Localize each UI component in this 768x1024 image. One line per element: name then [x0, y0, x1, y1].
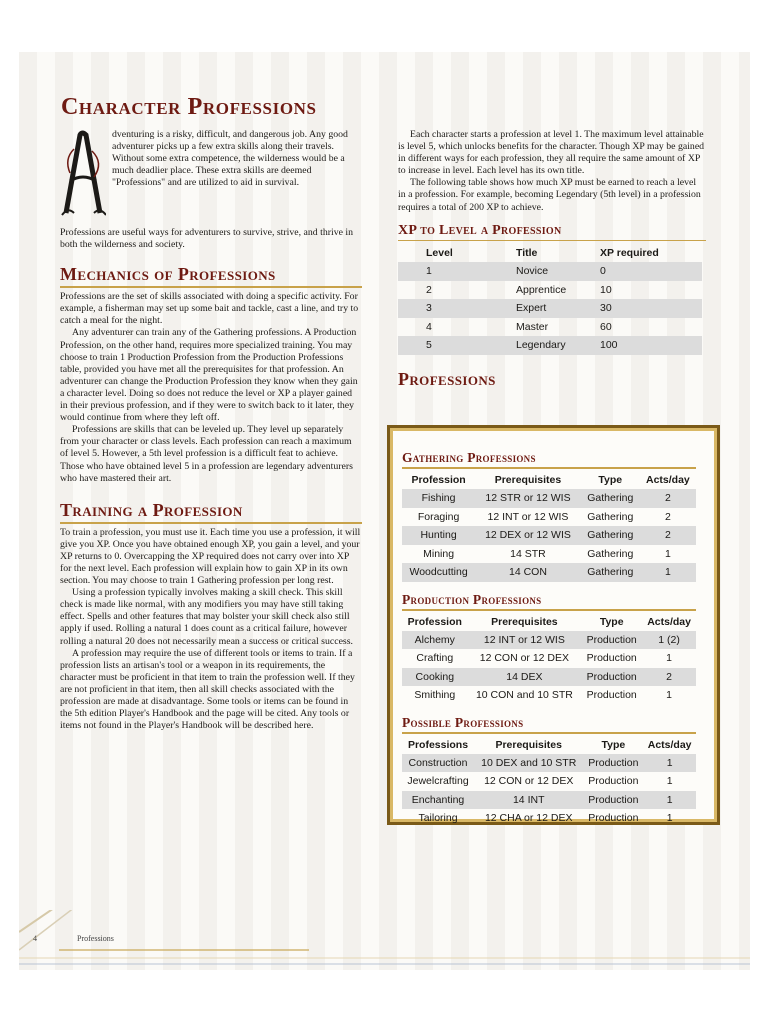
profession-name: Woodcutting [402, 563, 475, 582]
possible-table [402, 736, 696, 828]
profession-type: Production [586, 689, 637, 702]
professions-heading: Professions [398, 368, 496, 389]
table-row [402, 791, 696, 810]
table-row [402, 526, 696, 545]
acts-per-day: 1 [666, 652, 673, 665]
page-title: Character Professions [61, 94, 317, 120]
table-row [398, 281, 702, 300]
xp-header-level: Level [426, 247, 453, 260]
table-row [398, 262, 702, 281]
xp-header-xp: XP required [600, 247, 659, 260]
profession-name: Construction [402, 754, 474, 773]
training-heading: Training a Profession [60, 499, 243, 520]
profession-type: Production [581, 631, 642, 650]
document-page [19, 52, 750, 970]
prerequisites: 12 INT or 12 WIS [468, 631, 582, 650]
xp-table [398, 244, 702, 355]
profession-name: Cooking [402, 668, 468, 687]
production-header-type: Type [599, 615, 624, 628]
profession-type: Production [588, 812, 639, 825]
production-header-prerequisites: Prerequisites [491, 615, 558, 628]
xp-title: Apprentice [516, 283, 567, 296]
acts-per-day: 1 [664, 547, 671, 560]
prerequisites: 12 STR or 12 WIS [475, 489, 581, 508]
gathering-header-profession: Profession [411, 474, 466, 486]
profession-type: Production [583, 754, 643, 773]
acts-per-day: 1 [640, 563, 696, 582]
table-row [402, 508, 696, 527]
table-row [402, 631, 696, 650]
acts-per-day: 2 [640, 526, 696, 545]
gathering-heading-rule [402, 467, 696, 469]
mechanics-paragraph-3: Professions are skills that can be leveled up. They level up separately from your character or class levels. Each profession can reach a maximum of level 5. However, a 5th level profession is a difficult feat to achieve. Those who have obtained level 5 in a profession are legendary adventurers who have mastered their art. [60, 424, 353, 484]
possible-header-acts: Acts/day [647, 738, 692, 751]
right-intro-paragraph-2: The following table shows how much XP must be earned to reach a level in a profession. For example, becoming Legendary (5th level) in a profession requires a total of 200 XP to achieve. [398, 177, 701, 213]
training-paragraph-1: To train a profession, you must use it. Each time you use a profession, it will give you XP. Once you have obtained enough XP, you gain a level, and your XP returns to 0. Overcapping the XP required does not carry over into XP for the next level. Each profession will explain how to gain XP in its own section. You may choose to train 1 Gathering profession per long rest. [60, 526, 361, 587]
profession-name: Foraging [417, 510, 460, 523]
profession-name: Enchanting [402, 791, 474, 810]
acts-per-day: 2 [664, 510, 671, 523]
profession-name: Alchemy [402, 631, 468, 650]
table-row [398, 318, 702, 337]
training-section [60, 499, 362, 733]
gathering-heading: Gathering Professions [402, 450, 536, 465]
profession-type: Production [586, 652, 637, 665]
xp-level: 2 [426, 283, 432, 296]
right-column [398, 129, 706, 390]
table-row [402, 649, 696, 668]
profession-type: Gathering [587, 547, 634, 560]
professions-frame [387, 425, 720, 825]
gathering-header-acts: Acts/day [645, 474, 690, 486]
footer-section-label: Professions [77, 934, 114, 943]
mechanics-paragraph-1: Professions are the set of skills associated with doing a specific activity. For example, a fisherman may set up some bait and tackle, cast a line, and try to catch a meal for the night. [60, 291, 359, 327]
xp-title: Novice [498, 262, 598, 281]
gathering-table [402, 471, 696, 582]
table-row [402, 772, 696, 791]
acts-per-day: 1 [643, 791, 696, 810]
acts-per-day: 1 [643, 754, 696, 773]
table-row [402, 809, 696, 828]
xp-header-title: Title [516, 247, 538, 260]
xp-title: Expert [498, 299, 598, 318]
dropcap-letter [60, 129, 106, 217]
xp-table-heading-rule [398, 240, 706, 242]
possible-header-prerequisites: Prerequisites [495, 738, 562, 751]
xp-required: 0 [598, 262, 702, 281]
training-paragraph-2: Using a profession typically involves making a skill check. This skill check is made like normal, with any modifiers you may have still taking effect. Spells and other features that may bolster your skill check also still apply if used. Rolling a natural 1 does count as a critical failure, however rolling a natural 20 does not necessarily mean a success or critical success. [60, 587, 353, 647]
prerequisites: 14 DEX [468, 668, 582, 687]
prerequisites: 12 CON or 12 DEX [484, 775, 574, 788]
acts-per-day: 1 [666, 775, 673, 788]
gathering-header-prerequisites: Prerequisites [494, 474, 562, 486]
prerequisites: 12 CHA or 12 DEX [484, 812, 573, 825]
left-column [60, 129, 362, 732]
table-row [398, 336, 702, 355]
possible-header-type: Type [601, 738, 626, 751]
acts-per-day: 2 [640, 489, 696, 508]
profession-name: Tailoring [418, 812, 458, 825]
profession-type: Production [583, 791, 643, 810]
profession-name: Mining [423, 547, 455, 560]
profession-name: Hunting [402, 526, 475, 545]
intro-paragraph-1: dventuring is a risky, difficult, and dangerous job. Any good adventurer picks up a few extra skills along their travels. Without some extra competence, the wilderness would be a much deadlier place. These extra skills are deemed "Professions" and are utilized to aid in survival. [112, 129, 348, 189]
prerequisites: 14 STR [510, 547, 546, 560]
xp-required: 10 [600, 283, 612, 296]
right-intro-paragraph-1: Each character starts a profession at level 1. The maximum level attainable is level 5, which unlocks benefits for the character. Though XP may be gained in different ways for each profession, they all require the same amount of XP to increase in level. Each level has its own title. [398, 129, 705, 177]
xp-title: Master [516, 320, 549, 333]
table-row [402, 563, 696, 582]
production-header-profession: Profession [407, 615, 462, 628]
page-number: 4 [33, 934, 37, 943]
profession-type: Gathering [581, 563, 640, 582]
profession-name: Smithing [414, 689, 456, 702]
table-row [402, 545, 696, 564]
xp-level: 3 [398, 299, 498, 318]
table-row [402, 754, 696, 773]
xp-required: 100 [598, 336, 702, 355]
corner-ornament [19, 910, 750, 970]
intro-paragraph-2: Professions are useful ways for adventurers to survive, strive, and thrive in both the wilderness and society. [60, 227, 354, 251]
prerequisites: 10 CON and 10 STR [475, 689, 573, 702]
table-row [402, 668, 696, 687]
production-header-acts: Acts/day [647, 615, 691, 628]
acts-per-day: 1 (2) [642, 631, 696, 650]
acts-per-day: 2 [642, 668, 696, 687]
possible-heading: Possible Professions [402, 714, 524, 730]
profession-type: Production [588, 775, 639, 788]
xp-required: 30 [598, 299, 702, 318]
profession-name: Fishing [402, 489, 475, 508]
gathering-header-type: Type [598, 474, 623, 486]
page-footer [33, 934, 114, 943]
xp-level: 5 [398, 336, 498, 355]
professions-frame-content [390, 428, 717, 828]
profession-name: Crafting [416, 652, 454, 665]
xp-table-section [398, 223, 706, 355]
xp-required: 60 [600, 320, 612, 333]
mechanics-section [60, 263, 362, 485]
prerequisites: 12 INT or 12 WIS [487, 510, 569, 523]
acts-per-day: 1 [666, 689, 673, 702]
table-row [402, 686, 696, 705]
profession-type: Gathering [581, 526, 640, 545]
xp-level: 4 [426, 320, 432, 333]
table-row [398, 299, 702, 318]
mechanics-heading-rule [60, 286, 362, 288]
table-row [402, 489, 696, 508]
training-heading-rule [60, 522, 362, 524]
xp-table-heading: XP to Level a Profession [398, 222, 562, 238]
prerequisites: 10 DEX and 10 STR [474, 754, 583, 773]
production-table [402, 613, 696, 705]
possible-header-profession: Professions [407, 738, 469, 751]
profession-type: Gathering [587, 510, 634, 523]
profession-type: Gathering [581, 489, 640, 508]
prerequisites: 14 INT [474, 791, 583, 810]
xp-level: 1 [398, 262, 498, 281]
possible-heading-rule [402, 732, 696, 734]
profession-name: Jewelcrafting [407, 775, 469, 788]
acts-per-day: 1 [666, 812, 673, 825]
production-heading: Production Professions [402, 591, 542, 607]
mechanics-heading: Mechanics of Professions [60, 264, 276, 285]
prerequisites: 14 CON [475, 563, 581, 582]
mechanics-paragraph-2: Any adventurer can train any of the Gathering professions. A Production Profession, on the other hand, requires more specialized training. You may choose to train 1 Production Profession from the Production Professions table, provided you have met all the prerequisites for that profession. An adventurer can change the Production Profession they know when they gain a character level. Doing so does not reduce the level or XP a player gained in their previous profession, and if they were to switch back to it later, they would continue from where they left off. [60, 327, 358, 424]
training-paragraph-3: A profession may require the use of different tools or items to train. If a profession lists an artisan's tool or a weapon in its requirements, the character must be proficient in that item to train the profession well. If they are not proficient in that item, then all skill checks associated with the profession are made at disadvantage. Some tools or items can be found in the 5th edition Player's Handbook and the page will be cited. Any tools or items not found in the Player's Handbook will be described here. [60, 647, 355, 732]
prerequisites: 12 DEX or 12 WIS [475, 526, 581, 545]
profession-type: Production [581, 668, 642, 687]
prerequisites: 12 CON or 12 DEX [479, 652, 570, 665]
xp-title: Legendary [498, 336, 598, 355]
intro-section [60, 129, 362, 251]
production-heading-rule [402, 609, 696, 611]
